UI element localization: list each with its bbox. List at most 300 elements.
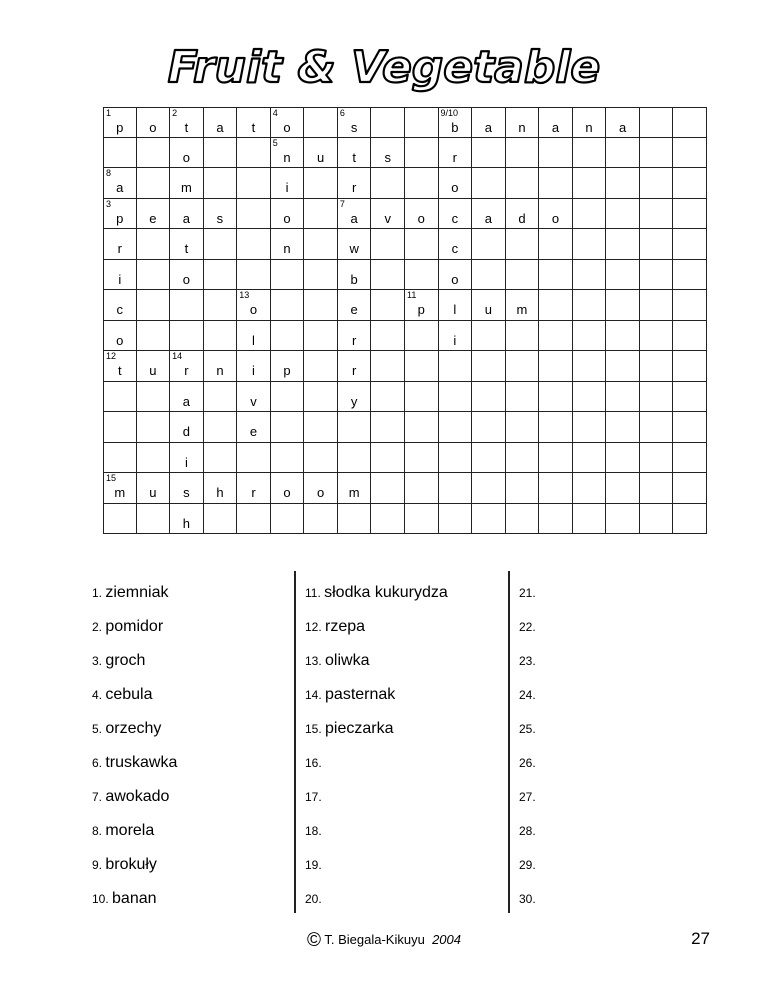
grid-cell <box>673 260 707 291</box>
grid-letter: o <box>249 302 258 317</box>
grid-cell <box>640 351 674 382</box>
grid-letter: n <box>585 120 593 135</box>
grid-cell <box>405 473 439 504</box>
grid-cell <box>137 168 171 199</box>
grid-letter: h <box>182 515 190 531</box>
clue-item-number: 2. <box>92 620 106 634</box>
grid-letter: n <box>283 149 291 165</box>
grid-cell <box>405 260 439 291</box>
clue-item <box>519 888 536 910</box>
grid-cell <box>103 443 137 474</box>
grid-cell <box>304 138 338 169</box>
grid-cell <box>506 443 540 474</box>
grid-cell <box>338 351 372 382</box>
grid-cell <box>640 168 674 199</box>
grid-letter: s <box>216 210 224 226</box>
clue-item-number: 25. <box>519 722 536 736</box>
grid-letter: e <box>149 210 157 226</box>
grid-cell <box>472 443 506 474</box>
clue-item-number: 30. <box>519 892 536 906</box>
clue-number: 9/10 <box>440 108 459 118</box>
clue-item-number: 26. <box>519 756 536 770</box>
grid-cell <box>472 412 506 443</box>
grid-cell <box>640 382 674 413</box>
grid-cell <box>204 443 238 474</box>
grid-cell <box>506 382 540 413</box>
grid-cell <box>204 107 238 138</box>
clue-number: 3 <box>106 198 112 209</box>
grid-cell <box>539 412 573 443</box>
grid-letter: b <box>451 120 459 135</box>
grid-letter: a <box>182 393 190 409</box>
grid-cell <box>573 107 607 138</box>
clue-item <box>305 854 322 876</box>
grid-cell <box>506 107 540 138</box>
grid-cell <box>371 504 405 535</box>
grid-cell <box>371 351 405 382</box>
grid-cell <box>338 229 372 260</box>
grid-cell <box>103 199 137 230</box>
grid-cell <box>405 107 439 138</box>
grid-letter: i <box>184 454 188 470</box>
grid-cell <box>371 290 405 321</box>
grid-cell <box>673 199 707 230</box>
clue-item-number: 4. <box>92 688 106 702</box>
grid-letter: i <box>285 180 289 195</box>
grid-cell <box>304 107 338 138</box>
clue-item-number: 23. <box>519 654 536 668</box>
grid-cell <box>204 229 238 260</box>
grid-cell <box>204 260 238 291</box>
grid-letter: o <box>451 271 459 287</box>
grid-cell <box>606 107 640 138</box>
grid-letter: d <box>518 210 526 226</box>
grid-cell <box>304 199 338 230</box>
clue-item <box>92 616 163 638</box>
grid-cell <box>271 351 305 382</box>
clue-item-word: słodka kukurydza <box>324 584 448 601</box>
grid-letter: e <box>350 302 358 317</box>
clue-item <box>305 616 365 638</box>
clue-item-number: 18. <box>305 824 322 838</box>
grid-cell <box>271 504 305 535</box>
grid-letter: v <box>250 393 257 409</box>
grid-letter: t <box>251 120 256 135</box>
grid-letter: s <box>183 485 190 500</box>
grid-letter: h <box>216 485 224 500</box>
grid-letter: n <box>283 241 291 256</box>
grid-cell <box>405 382 439 413</box>
clue-number: 4 <box>272 108 278 118</box>
grid-cell <box>237 351 271 382</box>
grid-cell <box>371 412 405 443</box>
grid-letter: t <box>184 120 189 135</box>
column-divider-1 <box>294 571 296 913</box>
grid-cell <box>137 290 171 321</box>
clue-item <box>305 650 369 672</box>
grid-cell <box>673 290 707 321</box>
clue-item-number: 22. <box>519 620 536 634</box>
grid-cell <box>338 138 372 169</box>
clue-item-number: 21. <box>519 586 536 600</box>
grid-letter: r <box>351 180 357 195</box>
grid-letter: m <box>348 485 360 500</box>
grid-cell <box>606 260 640 291</box>
grid-letter: r <box>452 149 457 165</box>
copyright-credit <box>0 930 768 951</box>
grid-cell <box>573 412 607 443</box>
clue-item <box>305 820 322 842</box>
grid-cell <box>137 351 171 382</box>
grid-cell <box>673 412 707 443</box>
grid-cell <box>506 168 540 199</box>
clue-item-number: 24. <box>519 688 536 702</box>
grid-cell <box>573 351 607 382</box>
grid-cell <box>304 168 338 199</box>
grid-cell <box>640 504 674 535</box>
grid-cell <box>606 168 640 199</box>
clue-item-word: pasternak <box>325 686 396 703</box>
grid-letter: b <box>350 271 358 287</box>
grid-cell <box>539 473 573 504</box>
grid-cell <box>137 229 171 260</box>
grid-letter: o <box>316 485 325 500</box>
clue-item <box>92 752 177 774</box>
grid-cell <box>506 504 540 535</box>
clue-item-word: rzepa <box>325 618 366 635</box>
grid-letter: o <box>551 210 560 226</box>
grid-cell <box>271 412 305 443</box>
grid-cell <box>472 351 506 382</box>
grid-cell <box>271 443 305 474</box>
grid-letter: p <box>417 302 425 317</box>
clue-item-number: 6. <box>92 756 106 770</box>
grid-letter: a <box>216 120 224 135</box>
grid-cell <box>640 443 674 474</box>
grid-letter: c <box>451 241 459 256</box>
grid-letter: r <box>251 485 256 500</box>
crossword-grid <box>103 107 707 534</box>
grid-cell <box>573 290 607 321</box>
grid-cell <box>271 260 305 291</box>
grid-cell <box>439 260 473 291</box>
grid-letter: o <box>149 120 157 135</box>
grid-cell <box>170 229 204 260</box>
grid-cell <box>573 504 607 535</box>
grid-cell <box>673 168 707 199</box>
clue-item-number: 13. <box>305 654 326 668</box>
grid-letter: o <box>283 210 291 226</box>
clue-item <box>92 786 169 808</box>
grid-letter: e <box>249 424 258 439</box>
clue-item <box>519 820 536 842</box>
grid-letter: r <box>117 241 122 256</box>
grid-cell <box>237 321 271 352</box>
grid-cell <box>573 138 607 169</box>
grid-cell <box>539 321 573 352</box>
grid-cell <box>472 290 506 321</box>
grid-cell <box>439 412 473 443</box>
grid-cell <box>137 412 171 443</box>
grid-cell <box>204 138 238 169</box>
grid-cell <box>103 168 137 199</box>
grid-cell <box>405 504 439 535</box>
grid-cell <box>405 443 439 474</box>
grid-cell <box>506 473 540 504</box>
clue-item-number: 8. <box>92 824 106 838</box>
grid-cell <box>439 351 473 382</box>
grid-cell <box>405 199 439 230</box>
grid-letter: a <box>350 210 358 226</box>
grid-cell <box>170 199 204 230</box>
grid-letter: o <box>182 271 190 287</box>
grid-letter: u <box>484 302 492 317</box>
grid-letter: d <box>182 424 190 439</box>
grid-cell <box>338 504 372 535</box>
grid-cell <box>103 321 137 352</box>
grid-cell <box>204 168 238 199</box>
clue-item <box>519 752 536 774</box>
grid-cell <box>405 229 439 260</box>
clue-item-word: pieczarka <box>325 720 394 737</box>
clue-item-number: 29. <box>519 858 536 872</box>
clue-number: 14 <box>172 351 183 361</box>
grid-letter: p <box>116 120 124 135</box>
grid-cell <box>606 321 640 352</box>
clue-item-word: awokado <box>105 788 170 805</box>
grid-cell <box>338 473 372 504</box>
grid-cell <box>472 321 506 352</box>
grid-letter: a <box>551 120 560 135</box>
grid-cell <box>573 260 607 291</box>
grid-letter: o <box>283 120 291 135</box>
clue-item-number: 1. <box>92 586 106 600</box>
clue-item-number: 17. <box>305 790 322 804</box>
clue-item-number: 11. <box>305 586 325 600</box>
clue-item <box>519 786 536 808</box>
grid-cell <box>606 138 640 169</box>
grid-letter: t <box>184 241 189 256</box>
grid-cell <box>606 351 640 382</box>
grid-cell <box>103 351 137 382</box>
clue-item-word: truskawka <box>105 754 178 771</box>
grid-cell <box>137 321 171 352</box>
grid-cell <box>573 321 607 352</box>
clue-item <box>92 650 145 672</box>
grid-cell <box>170 107 204 138</box>
clue-item-word: oliwka <box>325 652 370 669</box>
clue-item-word: ziemniak <box>105 584 169 601</box>
grid-letter: m <box>180 180 192 195</box>
grid-cell <box>237 443 271 474</box>
grid-cell <box>204 351 238 382</box>
clue-item-number: 14. <box>305 688 326 702</box>
clue-item-number: 20. <box>305 892 322 906</box>
grid-letter: p <box>116 210 124 226</box>
grid-letter: a <box>182 210 190 226</box>
grid-cell <box>304 351 338 382</box>
clue-item <box>92 854 157 876</box>
grid-cell <box>405 290 439 321</box>
grid-cell <box>237 504 271 535</box>
grid-cell <box>103 260 137 291</box>
grid-letter: u <box>149 363 157 378</box>
grid-cell <box>137 473 171 504</box>
grid-cell <box>606 229 640 260</box>
clue-item <box>305 718 394 740</box>
grid-cell <box>204 382 238 413</box>
grid-cell <box>103 412 137 443</box>
grid-cell <box>606 412 640 443</box>
grid-cell <box>103 382 137 413</box>
grid-cell <box>271 107 305 138</box>
clue-item <box>92 820 154 842</box>
grid-cell <box>304 412 338 443</box>
grid-cell <box>573 443 607 474</box>
grid-cell <box>304 443 338 474</box>
clue-number: 13 <box>239 290 250 300</box>
clue-number: 11 <box>407 290 417 300</box>
clue-item-number: 5. <box>92 722 106 736</box>
grid-cell <box>640 107 674 138</box>
grid-cell <box>304 504 338 535</box>
grid-cell <box>304 473 338 504</box>
clue-item-number: 12. <box>305 620 326 634</box>
grid-cell <box>472 107 506 138</box>
clue-number: 8 <box>106 168 112 178</box>
clue-number: 15 <box>106 473 117 483</box>
clue-number: 2 <box>172 108 178 118</box>
grid-cell <box>606 382 640 413</box>
grid-cell <box>170 504 204 535</box>
grid-cell <box>371 138 405 169</box>
grid-cell <box>371 382 405 413</box>
grid-cell <box>170 412 204 443</box>
grid-letter: n <box>216 363 224 378</box>
grid-cell <box>338 168 372 199</box>
grid-letter: l <box>453 302 457 317</box>
grid-letter: a <box>484 210 492 226</box>
grid-cell <box>103 290 137 321</box>
clue-item <box>305 684 395 706</box>
grid-cell <box>506 412 540 443</box>
grid-cell <box>439 290 473 321</box>
grid-cell <box>472 168 506 199</box>
grid-letter: i <box>118 271 122 287</box>
grid-cell <box>539 351 573 382</box>
grid-cell <box>271 138 305 169</box>
grid-letter: a <box>484 120 492 135</box>
grid-cell <box>472 199 506 230</box>
clue-item-word: cebula <box>105 686 153 703</box>
grid-cell <box>405 168 439 199</box>
grid-cell <box>439 229 473 260</box>
clue-item <box>519 650 536 672</box>
grid-cell <box>606 504 640 535</box>
grid-cell <box>673 229 707 260</box>
grid-cell <box>472 382 506 413</box>
grid-cell <box>338 443 372 474</box>
page-number: 27 <box>691 929 710 948</box>
grid-cell <box>673 504 707 535</box>
clue-item-word: morela <box>105 822 155 839</box>
grid-cell <box>338 199 372 230</box>
grid-cell <box>539 229 573 260</box>
grid-cell <box>271 168 305 199</box>
grid-letter: u <box>149 485 157 500</box>
grid-cell <box>170 443 204 474</box>
grid-cell <box>640 199 674 230</box>
grid-cell <box>103 107 137 138</box>
grid-letter: v <box>384 210 391 226</box>
copyright-symbol: © <box>307 930 321 951</box>
grid-cell <box>640 229 674 260</box>
grid-cell <box>439 321 473 352</box>
grid-cell <box>271 199 305 230</box>
grid-letter: i <box>252 363 255 378</box>
grid-cell <box>606 443 640 474</box>
grid-cell <box>673 138 707 169</box>
grid-cell <box>237 107 271 138</box>
clue-item-word: groch <box>105 652 146 669</box>
grid-cell <box>271 290 305 321</box>
clue-item <box>305 888 322 910</box>
clue-item <box>519 684 536 706</box>
grid-cell <box>237 260 271 291</box>
grid-cell <box>539 260 573 291</box>
grid-cell <box>539 290 573 321</box>
grid-cell <box>539 138 573 169</box>
grid-letter: o <box>451 180 459 195</box>
grid-cell <box>405 138 439 169</box>
grid-letter: c <box>451 210 459 226</box>
grid-cell <box>237 229 271 260</box>
grid-letter: o <box>283 485 291 500</box>
grid-letter: l <box>252 332 255 348</box>
clue-number: 5 <box>272 137 278 148</box>
clue-item-word: brokuły <box>105 856 157 873</box>
clue-number: 7 <box>339 198 345 209</box>
grid-cell <box>506 260 540 291</box>
copyright-year: 2004 <box>432 932 461 947</box>
grid-letter: p <box>283 363 291 378</box>
clue-item-word: pomidor <box>105 618 164 635</box>
column-divider-2 <box>508 571 510 913</box>
title-text: Fruit & Vegetable <box>167 42 601 93</box>
grid-cell <box>673 321 707 352</box>
grid-cell <box>170 473 204 504</box>
grid-cell <box>472 504 506 535</box>
clue-item <box>305 786 322 808</box>
grid-cell <box>371 168 405 199</box>
grid-cell <box>640 138 674 169</box>
grid-cell <box>405 412 439 443</box>
grid-cell <box>573 229 607 260</box>
grid-cell <box>204 473 238 504</box>
grid-cell <box>338 412 372 443</box>
clue-item-number: 19. <box>305 858 322 872</box>
clue-item-number: 16. <box>305 756 322 770</box>
grid-cell <box>371 199 405 230</box>
clue-item <box>92 718 161 740</box>
grid-cell <box>304 321 338 352</box>
grid-cell <box>237 382 271 413</box>
grid-cell <box>539 199 573 230</box>
grid-cell <box>371 473 405 504</box>
clue-item <box>305 752 322 774</box>
grid-cell <box>439 199 473 230</box>
grid-cell <box>170 138 204 169</box>
